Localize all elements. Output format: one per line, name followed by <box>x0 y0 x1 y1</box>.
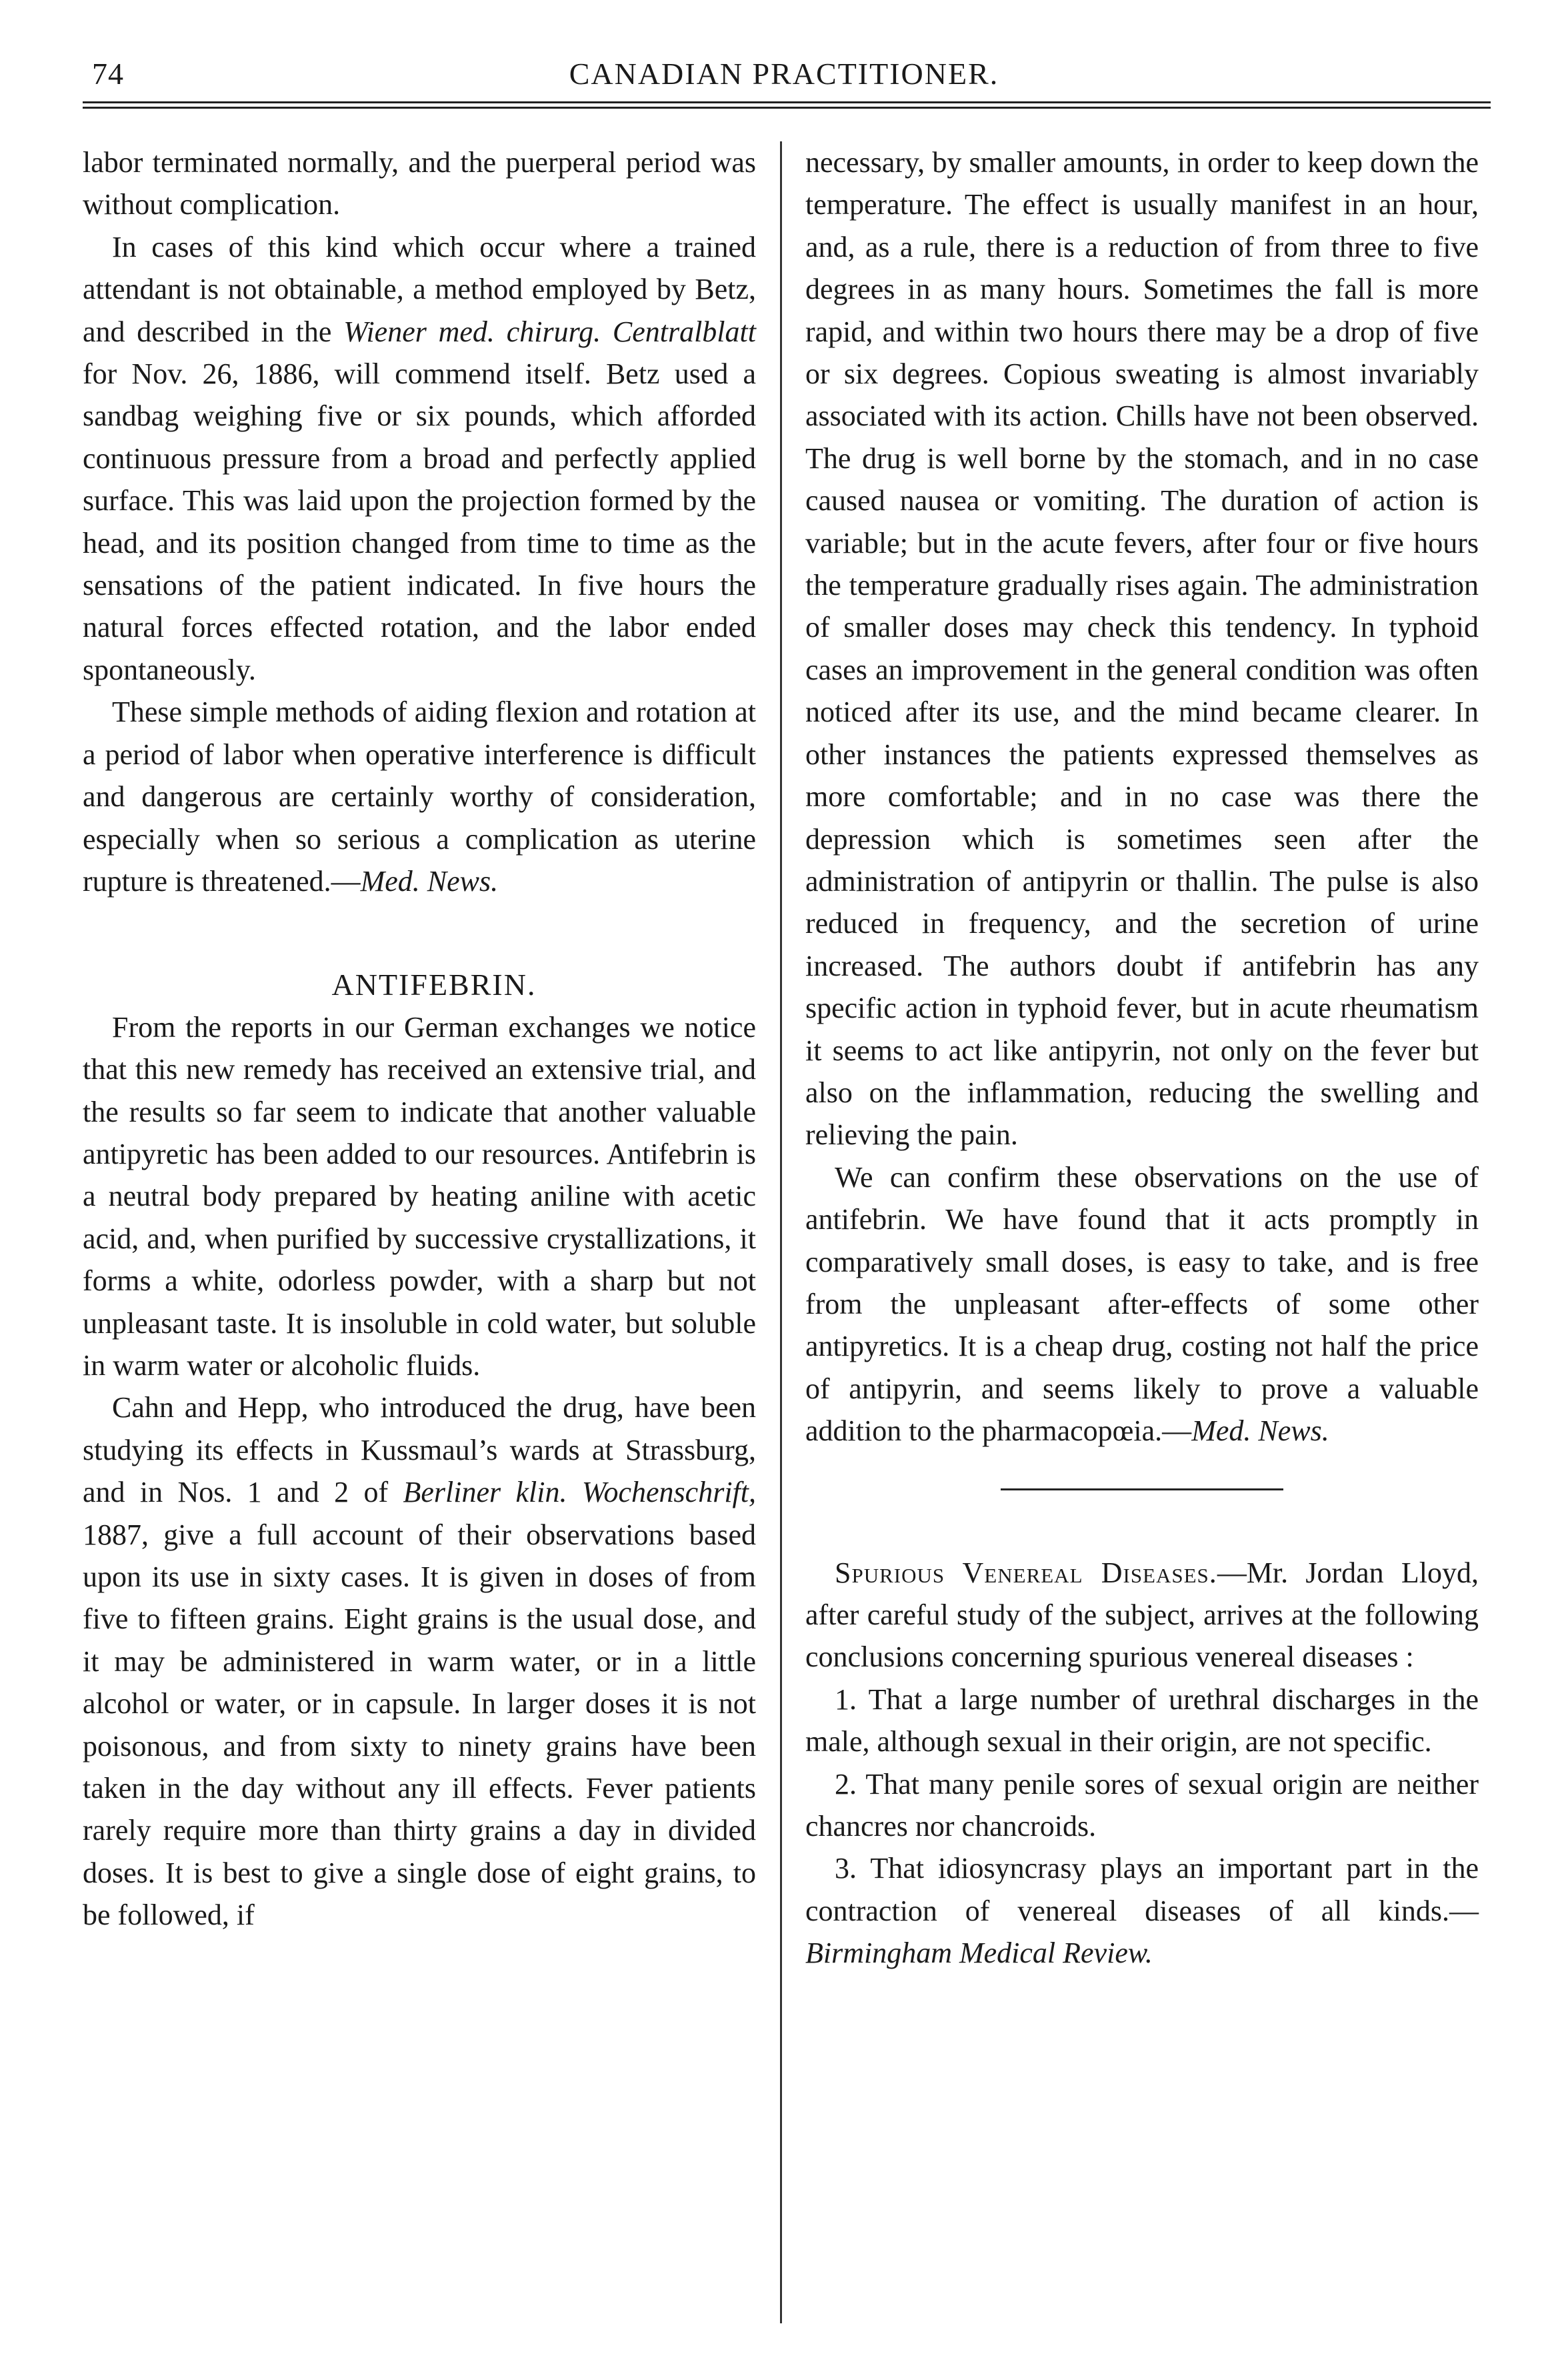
source-citation: Birmingham Medical Review. <box>805 1937 1153 1970</box>
header-rule-top <box>83 101 1491 103</box>
journal-citation: Berliner klin. Wochenschrift, <box>403 1476 756 1509</box>
paragraph: Spurious Venereal Diseases.—Mr. Jordan Lloyd, after careful study of the subject, arrives at the following conclusions concerning spurious venereal diseases : <box>805 1556 1479 1674</box>
left-column <box>83 141 756 1937</box>
list-item: 1. That a large number of urethral discharges in the male, although sexual in their origin, are not specific. <box>805 1682 1479 1758</box>
running-title: CANADIAN PRACTITIONER. <box>569 57 999 91</box>
paragraph: From the reports in our German exchanges we notice that this new remedy has received an extensive trial, and the results so far seem to indicate that another valuable antipyretic has been added to our resources. Antifebrin is a neutral body prepared by heating aniline with acetic acid, and, when purified by successive crystallizations, it forms a white, odorless powder, with a sharp but not unpleasant taste. It is insoluble in cold water, but soluble in warm water or alcoholic fluids. <box>83 1010 756 1382</box>
journal-citation: Wiener med. chirurg. Centralblatt <box>343 315 756 348</box>
source-citation: Med. News. <box>360 864 499 898</box>
list-item: 2. That many penile sores of sexual origin are neither chancres nor chancroids. <box>805 1767 1479 1843</box>
paragraph: Cahn and Hepp, who introduced the drug, have been studying its effects in Kussmaul’s wards at Strassburg, and in Nos. 1 and 2 of Berliner klin. Wochenschrift, 1887, give a full account of their observations based upon its use in sixty cases. It is given in doses of from five to fifteen grains. Eight grains is the usual dose, and it may be administered in warm water, or in a little alcohol or water, or in capsule. In larger doses it is not poisonous, and from sixty to ninety grains have been taken in the day without any ill effects. Fever patients rarely require more than thirty grains a day in divided doses. It is best to give a single dose of eight grains, to be followed, if <box>83 1391 756 1932</box>
paragraph: These simple methods of aiding flexion and rotation at a period of labor when operative interference is difficult and dangerous are certainly worthy of consideration, especially when so serious a complication as uterine rupture is threatened.—Med. News. <box>83 696 756 898</box>
paragraph: We can confirm these observations on the use of antifebrin. We have found that it acts promptly in comparatively small doses, is easy to take, and is free from the unpleasant after-effects of some other antipyretics. It is a cheap drug, costing not half the price of antipyrin, and seems likely to prove a valuable addition to the pharmacopœia.—Med. News. <box>805 1160 1479 1448</box>
right-column <box>805 141 1479 1975</box>
page-number: 74 <box>92 57 124 91</box>
column-divider <box>780 141 782 2323</box>
paragraph: In cases of this kind which occur where a trained attendant is not obtainable, a method employed by Betz, and described in the Wiener med. chirurg. Centralblatt for Nov. 26, 1886, will commend itself. Betz used a sandbag weighing five or six pounds, which afforded continuous pressure from a broad and perfectly applied surface. This was laid upon the projection formed by the head, and its position changed from time to time as the sensations of the patient indicated. In five hours the natural forces effected rotation, and the labor ended spontaneously. <box>83 230 756 686</box>
source-citation: Med. News. <box>1191 1414 1329 1448</box>
header-rule-bottom <box>83 107 1491 109</box>
section-heading-spurious: Spurious Venereal Diseases. <box>835 1556 1217 1589</box>
paragraph: labor terminated normally, and the puerperal period was without complication. <box>83 146 756 221</box>
list-item: 3. That idiosyncrasy plays an important part in the contraction of venereal diseases of all kinds.—Birmingham Medical Review. <box>805 1852 1479 1970</box>
paragraph: necessary, by smaller amounts, in order to keep down the temperature. The effect is usually manifest in an hour, and, as a rule, there is a reduction of from three to five degrees in as many hours. Sometimes the fall is more rapid, and within two hours there may be a drop of five or six degrees. Copious sweating is almost invariably associated with its action. Chills have not been observed. The drug is well borne by the stomach, and in no case caused nausea or vomiting. The duration of action is variable; but in the acute fevers, after four or five hours the temperature gradually rises again. The administration of smaller doses may check this tendency. In typhoid cases an improvement in the general condition was often noticed after its use, and the mind became clearer. In other instances the patients expressed themselves as more comfortable; and in no case was there the depression which is sometimes seen after the administration of antipyrin or thallin. The pulse is also reduced in frequency, and the secretion of urine increased. The authors doubt if antifebrin has any specific action in typhoid fever, but in acute rheumatism it seems to act like antipyrin, not only on the fever but also on the inflammation, reducing the swelling and relieving the pain. <box>805 146 1479 1152</box>
section-heading-antifebrin: ANTIFEBRIN. <box>331 968 537 1002</box>
